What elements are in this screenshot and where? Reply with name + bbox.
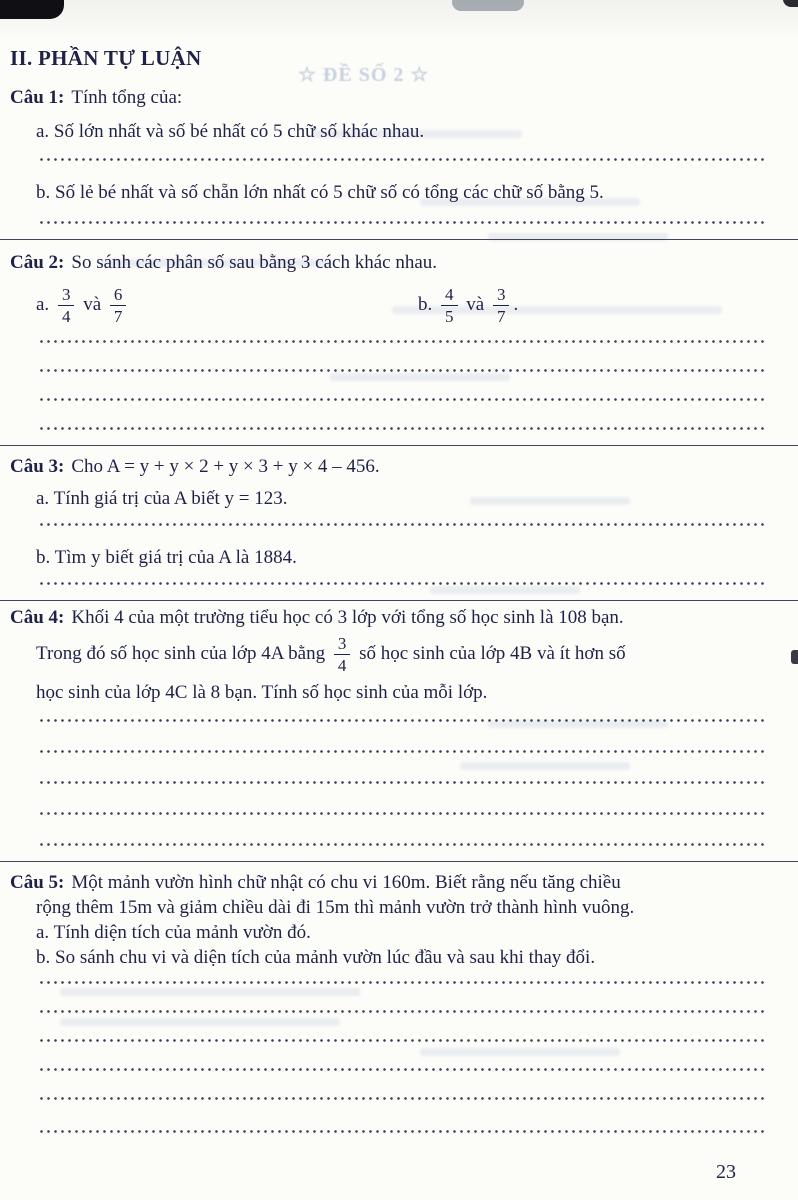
fraction-numerator: 3 (334, 635, 351, 655)
question-3 (10, 454, 764, 586)
fraction (441, 286, 458, 325)
fraction-numerator: 3 (493, 286, 510, 306)
fraction (58, 286, 75, 325)
question-separator (0, 600, 798, 601)
question-1 (10, 85, 764, 225)
fraction-denominator: 4 (61, 307, 71, 326)
q2-a-conjunction: và (83, 293, 102, 315)
answer-dots-line (38, 581, 764, 586)
q2-a-prefix: a. (36, 293, 50, 315)
q1-item-a: a. Số lớn nhất và số bé nhất có 5 chữ số khác nhau. (36, 121, 425, 142)
q2-item-b (418, 286, 518, 325)
answer-dots-line (38, 339, 764, 344)
q3-item-b: b. Tìm y biết giá trị của A là 1884. (36, 547, 297, 568)
scan-artifact-top-blob (452, 0, 524, 11)
q4-line-2 (10, 635, 764, 674)
answer-dots-line (38, 426, 764, 431)
q4-label: Câu 4: (10, 607, 65, 628)
question-2 (10, 250, 764, 431)
answer-dots-line (38, 718, 764, 723)
q2-b-prefix: b. (418, 293, 433, 315)
fraction-denominator: 5 (445, 307, 454, 326)
fraction-denominator: 7 (496, 307, 506, 326)
page-number: 23 (716, 1161, 736, 1183)
question-separator (0, 239, 798, 240)
answer-dots-line (38, 397, 764, 402)
section-title: II. PHẦN TỰ LUẬN (10, 46, 202, 70)
answer-dots-line (38, 1067, 764, 1072)
q3-expression: Cho A = y + y × 2 + y × 3 + y × 4 – 456. (71, 456, 380, 477)
answer-dots-line (38, 842, 764, 847)
answer-dots-line (38, 1129, 764, 1134)
answer-dots-line (38, 749, 764, 754)
q2-b-conjunction: và (466, 293, 485, 315)
q3-label: Câu 3: (10, 456, 65, 477)
q5-line-2: rộng thêm 15m và giảm chiều dài đi 15m thì mảnh vườn trở thành hình vuông. (36, 897, 635, 918)
q2-item-a (10, 286, 418, 325)
question-separator (0, 861, 798, 862)
q5-text-1: Một mảnh vườn hình chữ nhật có chu vi 160m. Biết rằng nếu tăng chiều (71, 872, 621, 893)
q1-intro: Tính tổng của: (71, 87, 183, 108)
q4-text-2b: số học sinh của lớp 4B và ít hơn số (359, 642, 626, 664)
q4-line-3: học sinh của lớp 4C là 8 bạn. Tính số học sinh của mỗi lớp. (36, 682, 488, 703)
fraction-numerator: 4 (441, 286, 458, 306)
bleedthrough-title: ☆ ĐỀ SỐ 2 ☆ (298, 64, 430, 86)
q2-heading (10, 250, 764, 276)
answer-dots-line (38, 220, 764, 225)
fraction (110, 286, 127, 325)
q2-label: Câu 2: (10, 252, 65, 273)
q5-item-b: b. So sánh chu vi và diện tích của mảnh vườn lúc đầu và sau khi thay đổi. (36, 947, 596, 968)
answer-dots-line (38, 1038, 764, 1043)
fraction-denominator: 7 (113, 307, 123, 326)
q4-text-2a: Trong đó số học sinh của lớp 4A bằng (36, 642, 326, 664)
question-separator (0, 445, 798, 446)
q1-label: Câu 1: (10, 87, 65, 108)
answer-dots-line (38, 157, 764, 162)
q5-label: Câu 5: (10, 872, 65, 893)
q4-line-1 (10, 605, 764, 631)
scan-artifact-corner-tl (0, 0, 64, 19)
q4-text-1: Khối 4 của một trường tiểu học có 3 lớp với tổng số học sinh là 108 bạn. (71, 607, 624, 628)
answer-dots-line (38, 811, 764, 816)
q5-item-a: a. Tính diện tích của mảnh vườn đó. (36, 922, 311, 943)
fraction-numerator: 6 (110, 286, 127, 306)
q2-b-period: . (513, 293, 519, 315)
q2-fraction-row (10, 286, 764, 325)
answer-dots-line (38, 780, 764, 785)
fraction-numerator: 3 (58, 286, 75, 306)
q3-item-a: a. Tính giá trị của A biết y = 123. (36, 488, 288, 509)
q5-line-1 (10, 870, 764, 895)
q2-intro: So sánh các phân số sau bằng 3 cách khác nhau. (71, 252, 438, 273)
answer-dots-line (38, 522, 764, 527)
fraction-denominator: 4 (337, 656, 347, 675)
q1-heading (10, 85, 764, 111)
question-4 (10, 605, 764, 847)
q3-heading (10, 454, 764, 480)
scan-artifact-edge-mark (791, 650, 798, 664)
q1-item-b: b. Số lẻ bé nhất và số chẵn lớn nhất có 5 chữ số có tổng các chữ số bằng 5. (36, 182, 604, 203)
fraction (493, 286, 510, 325)
answer-dots-line (38, 980, 764, 985)
answer-dots-line (38, 368, 764, 373)
question-5 (10, 870, 764, 1134)
answer-dots-line (38, 1096, 764, 1101)
fraction (334, 635, 351, 674)
answer-dots-line (38, 1009, 764, 1014)
